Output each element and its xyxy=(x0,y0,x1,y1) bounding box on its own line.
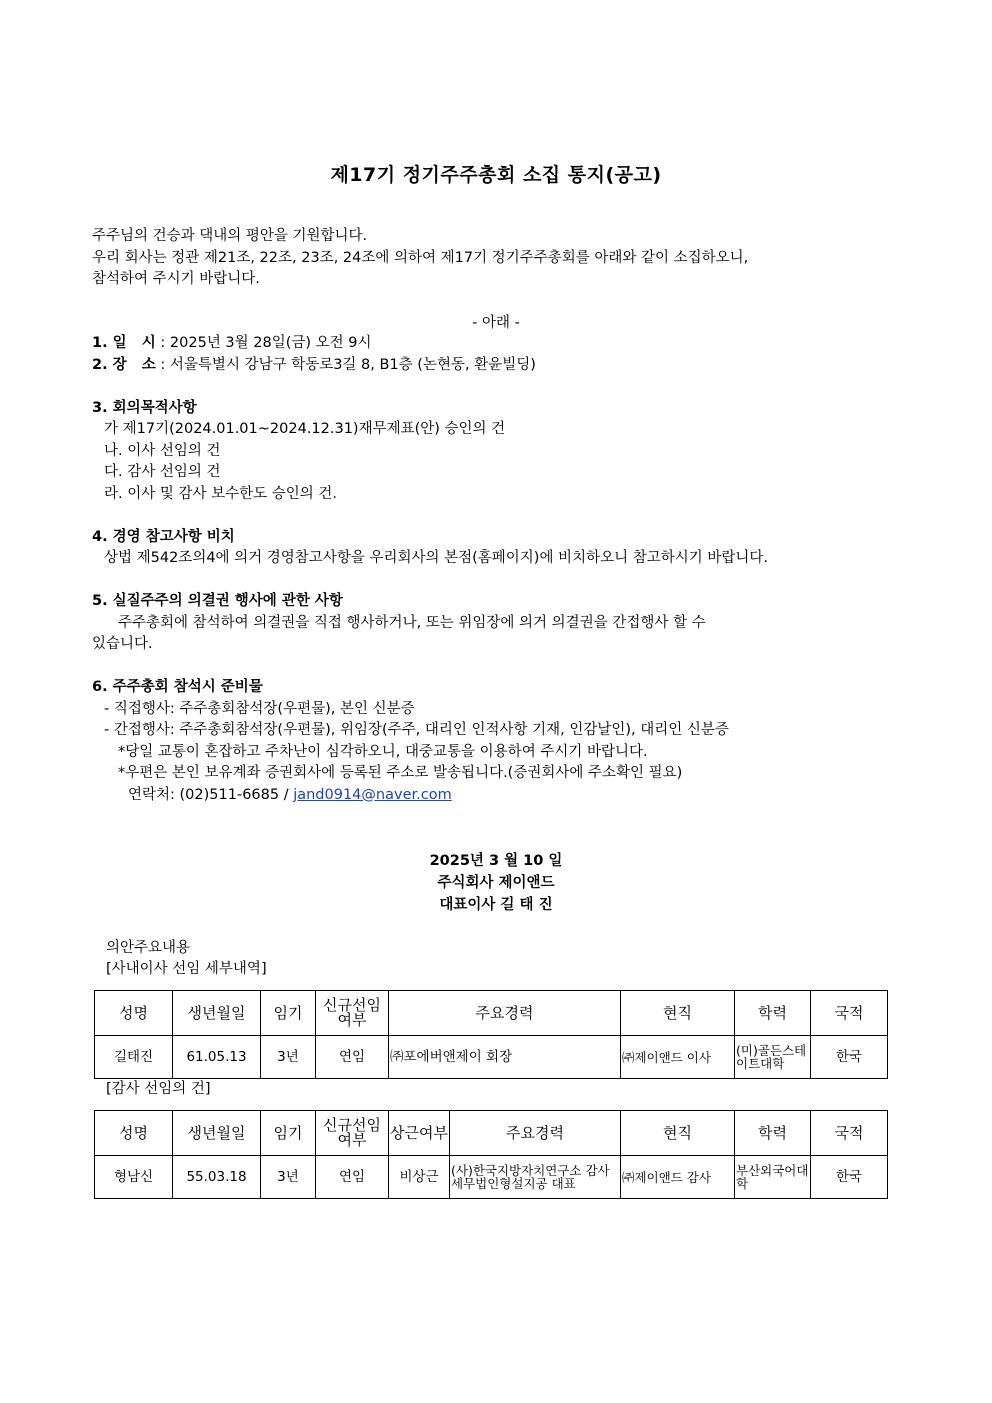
auditor-caption: [감사 선임의 건] xyxy=(106,1081,211,1097)
cell-birth: 55.03.18 xyxy=(173,1156,261,1199)
date-value: : 2025년 3월 28일(금) 오전 9시 xyxy=(160,335,372,351)
header-current-position: 현직 xyxy=(621,991,735,1036)
indirect-exercise: - 간접행사: 주주총회참석장(우편물), 위임장(주주, 대리인 인적사항 기재, 인감날인), 대리인 신분증 xyxy=(104,722,729,738)
agenda-caption: 의안주요내용 xyxy=(106,940,191,956)
agenda-item: 가 제17기(2024.01.01~2024.12.31)재무제표(안) 승인의 건 xyxy=(104,421,506,437)
section-3-heading: 3. 회의목적사항 xyxy=(92,399,197,416)
note-mail: *우편은 본인 보유계좌 증권회사에 등록된 주소로 발송됩니다.(증권회사에 주소확인 필요) xyxy=(118,765,683,781)
header-education: 학력 xyxy=(735,1111,811,1156)
intro-line-1: 주주님의 건승과 댁내의 평안을 기원합니다. xyxy=(92,228,368,244)
header-current-position: 현직 xyxy=(621,1111,735,1156)
cell-new-or-reappoint: 연임 xyxy=(316,1036,389,1079)
career-line-2: 세무법인형설지공 대표 xyxy=(451,1176,576,1191)
director-caption: [사내이사 선임 세부내역] xyxy=(106,961,267,977)
header-term: 임기 xyxy=(261,991,316,1036)
header-career: 주요경력 xyxy=(389,991,621,1036)
career-line-1: (사)한국지방자치연구소 감사 xyxy=(451,1163,610,1178)
director-table xyxy=(94,990,888,1079)
direct-exercise: - 직접행사: 주주총회참석장(우편물), 본인 신분증 xyxy=(104,700,415,717)
section-4-heading: 4. 경영 참고사항 비치 xyxy=(92,528,235,545)
table-row xyxy=(95,1036,888,1079)
signature-block xyxy=(0,850,992,916)
auditor-table xyxy=(94,1110,888,1199)
contact-line xyxy=(92,785,902,807)
header-full-time: 상근여부 xyxy=(389,1111,450,1156)
section-5-line-2: 있습니다. xyxy=(92,636,153,652)
cell-nationality: 한국 xyxy=(811,1036,888,1079)
table-header-row xyxy=(95,1111,888,1156)
cell-career: ㈜포에버앤제이 회장 xyxy=(389,1036,621,1079)
header-birth: 생년월일 xyxy=(173,1111,261,1156)
signature-ceo: 대표이사 길 태 진 xyxy=(439,897,553,913)
header-name: 성명 xyxy=(95,991,173,1036)
table-row xyxy=(95,1156,888,1199)
header-new-or-reappoint: 신규선임여부 xyxy=(316,1111,389,1156)
signature-date: 2025년 3 월 10 일 xyxy=(429,853,563,869)
agenda-item: 라. 이사 및 감사 보수한도 승인의 건. xyxy=(104,485,337,502)
cell-current-position: ㈜제이앤드 감사 xyxy=(621,1156,735,1199)
header-nationality: 국적 xyxy=(811,1111,888,1156)
cell-new-or-reappoint: 연임 xyxy=(316,1156,389,1199)
cell-education: (미)골든스테이트대학 xyxy=(735,1036,811,1079)
place-label: 2. 장 소 xyxy=(92,356,156,373)
cell-nationality: 한국 xyxy=(811,1156,888,1199)
note-traffic: *당일 교통이 혼잡하고 주차난이 심각하오니, 대중교통을 이용하여 주시기 바랍니다. xyxy=(118,743,648,760)
section-5-heading: 5. 실질주주의 의결권 행사에 관한 사항 xyxy=(92,593,343,609)
contact-phone: 연락처: (02)511-6685 / xyxy=(128,786,294,803)
header-education: 학력 xyxy=(735,991,811,1036)
agenda-item: 나. 이사 선임의 건 xyxy=(104,442,221,459)
section-6-heading: 6. 주주총회 참석시 준비물 xyxy=(92,679,263,695)
contact-email-link[interactable]: jand0914@naver.com xyxy=(293,786,452,803)
meeting-place xyxy=(92,355,902,377)
header-term: 임기 xyxy=(261,1111,316,1156)
cell-career xyxy=(450,1156,621,1199)
signature-company: 주식회사 제이앤드 xyxy=(437,875,555,891)
below-marker: - 아래 - xyxy=(472,315,520,331)
table-header-row xyxy=(95,991,888,1036)
date-label: 1. 일 시 xyxy=(92,335,156,351)
cell-term: 3년 xyxy=(261,1036,316,1079)
meeting-date xyxy=(92,333,902,355)
header-career: 주요경력 xyxy=(450,1111,621,1156)
cell-name: 길태진 xyxy=(95,1036,173,1079)
cell-term: 3년 xyxy=(261,1156,316,1199)
agenda-item: 다. 감사 선임의 건 xyxy=(104,464,221,480)
place-value: : 서울특별시 강남구 학동로3길 8, B1층 (논현동, 환윤빌딩) xyxy=(160,356,536,373)
meeting-details xyxy=(92,333,902,806)
section-5-line-1: 주주총회에 참석하여 의결권을 직접 행사하거나, 또는 위임장에 의거 의결권을 간접행사 할 수 xyxy=(118,614,706,631)
cell-current-position: ㈜제이앤드 이사 xyxy=(621,1036,735,1079)
section-4-text: 상법 제542조의4에 의거 경영참고사항을 우리회사의 본점(홈페이지)에 비치하오니 참고하시기 바랍니다. xyxy=(104,550,768,566)
notice-title: 제17기 정기주주총회 소집 통지(공고) xyxy=(330,164,662,186)
header-birth: 생년월일 xyxy=(173,991,261,1036)
cell-name: 형남신 xyxy=(95,1156,173,1199)
intro-line-2: 우리 회사는 정관 제21조, 22조, 23조, 24조에 의하여 제17기 정기주주총회를 아래와 같이 소집하오니, xyxy=(92,249,749,266)
cell-education: 부산외국어대학 xyxy=(735,1156,811,1199)
header-new-or-reappoint: 신규선임여부 xyxy=(316,991,389,1036)
header-name: 성명 xyxy=(95,1111,173,1156)
header-nationality: 국적 xyxy=(811,991,888,1036)
cell-birth: 61.05.13 xyxy=(173,1036,261,1079)
intro-line-3: 참석하여 주시기 바랍니다. xyxy=(92,271,260,287)
cell-full-time: 비상근 xyxy=(389,1156,450,1199)
intro-paragraph xyxy=(92,226,902,291)
